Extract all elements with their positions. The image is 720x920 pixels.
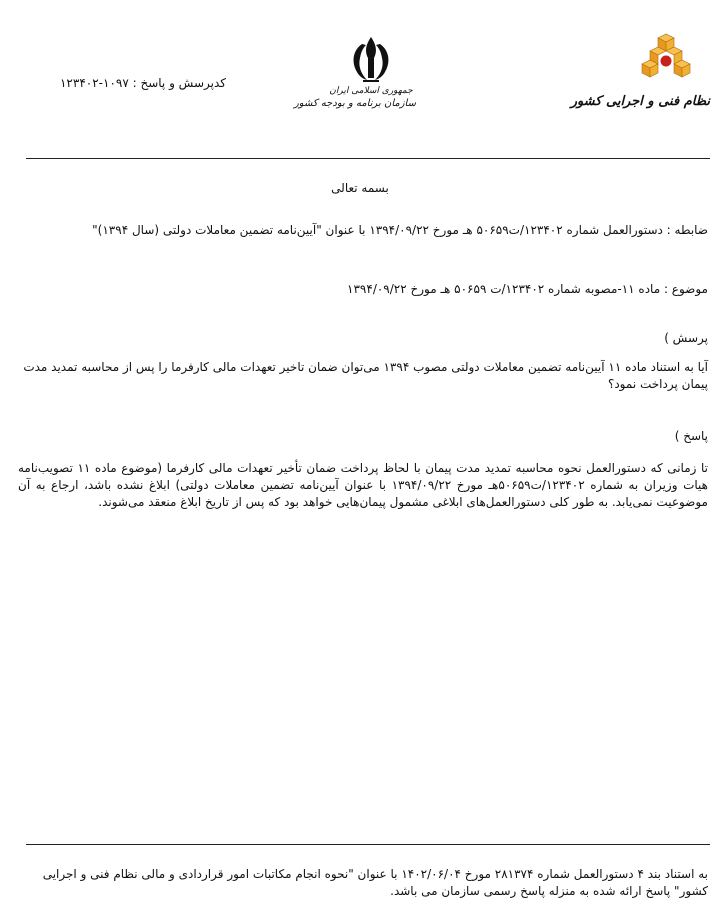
org-name: نظام فنی و اجرایی کشور bbox=[570, 94, 710, 109]
footer-divider bbox=[26, 844, 710, 845]
emblem-caption-country: جمهوری اسلامی ایران bbox=[329, 86, 413, 96]
question-heading: پرسش ) bbox=[664, 331, 708, 345]
emblem-caption-organization: سازمان برنامه و بودجه کشور bbox=[293, 98, 416, 109]
question-text: آیا به استناد ماده ۱۱ آیین‌نامه تضمین معاملات دولتی مصوب ۱۳۹۴ می‌توان ضمان تاخیر تعهدات مالی کارفرما را پس از محاسبه تمدید مدت پیمان پرداخت نمود؟ bbox=[23, 360, 708, 391]
org-logo bbox=[570, 32, 710, 122]
question-code: کدپرسش و پاسخ : ۱۰۹۷-۱۲۳۴۰۲ bbox=[59, 76, 226, 90]
subject-line: موضوع : ماده ۱۱-مصوبه شماره ۱۲۳۴۰۲/ت ۵۰۶۵۹ هـ مورخ ۱۳۹۴/۰۹/۲۲ bbox=[347, 282, 708, 296]
emblem bbox=[293, 34, 416, 134]
answer-heading: پاسخ ) bbox=[674, 429, 708, 443]
header-divider bbox=[26, 158, 710, 159]
regulation-line: ضابطه : دستورالعمل شماره ۱۲۳۴۰۲/ت۵۰۶۵۹ هـ مورخ ۱۳۹۴/۰۹/۲۲ با عنوان "آیین‌نامه تضمین معاملات دولتی (سال ۱۳۹۴)" bbox=[92, 223, 708, 237]
bismillah-heading: بسمه تعالی bbox=[331, 181, 389, 195]
footer-note: به استناد بند ۴ دستورالعمل شماره ۲۸۱۳۷۴ مورخ ۱۴۰۲/۰۶/۰۴ با عنوان "نحوه انجام مکاتبات امور قراردادی و مالی نظام فنی و اجرایی کشور" پاسخ ارائه شده به منزله پاسخ رسمی سازمان می باشد. bbox=[42, 867, 708, 898]
cubes-logo-icon bbox=[636, 32, 696, 90]
iran-emblem-icon bbox=[349, 34, 393, 84]
answer-text: تا زمانی که دستورالعمل نحوه محاسبه تمدید مدت پیمان با لحاظ پرداخت ضمان تأخیر تعهدات مالی کارفرما (موضوع ماده ۱۱ تصویب‌نامه هیات وزیران به شماره ۱۲۳۴۰۲/ت۵۰۶۵۹هـ مورخ ۱۳۹۴/۰۹/۲۲ با عنوان آیین‌نامه تضمین معاملات دولتی) ابلاغ نشده باشد، ارجاع به آن موضوعیت نمی‌یابد. به طور کلی دستورالعمل‌های ابلاغی مشمول پیمان‌هایی خواهد بود که پس از تاریخ ابلاغ منعقد می‌شوند. bbox=[18, 461, 708, 509]
